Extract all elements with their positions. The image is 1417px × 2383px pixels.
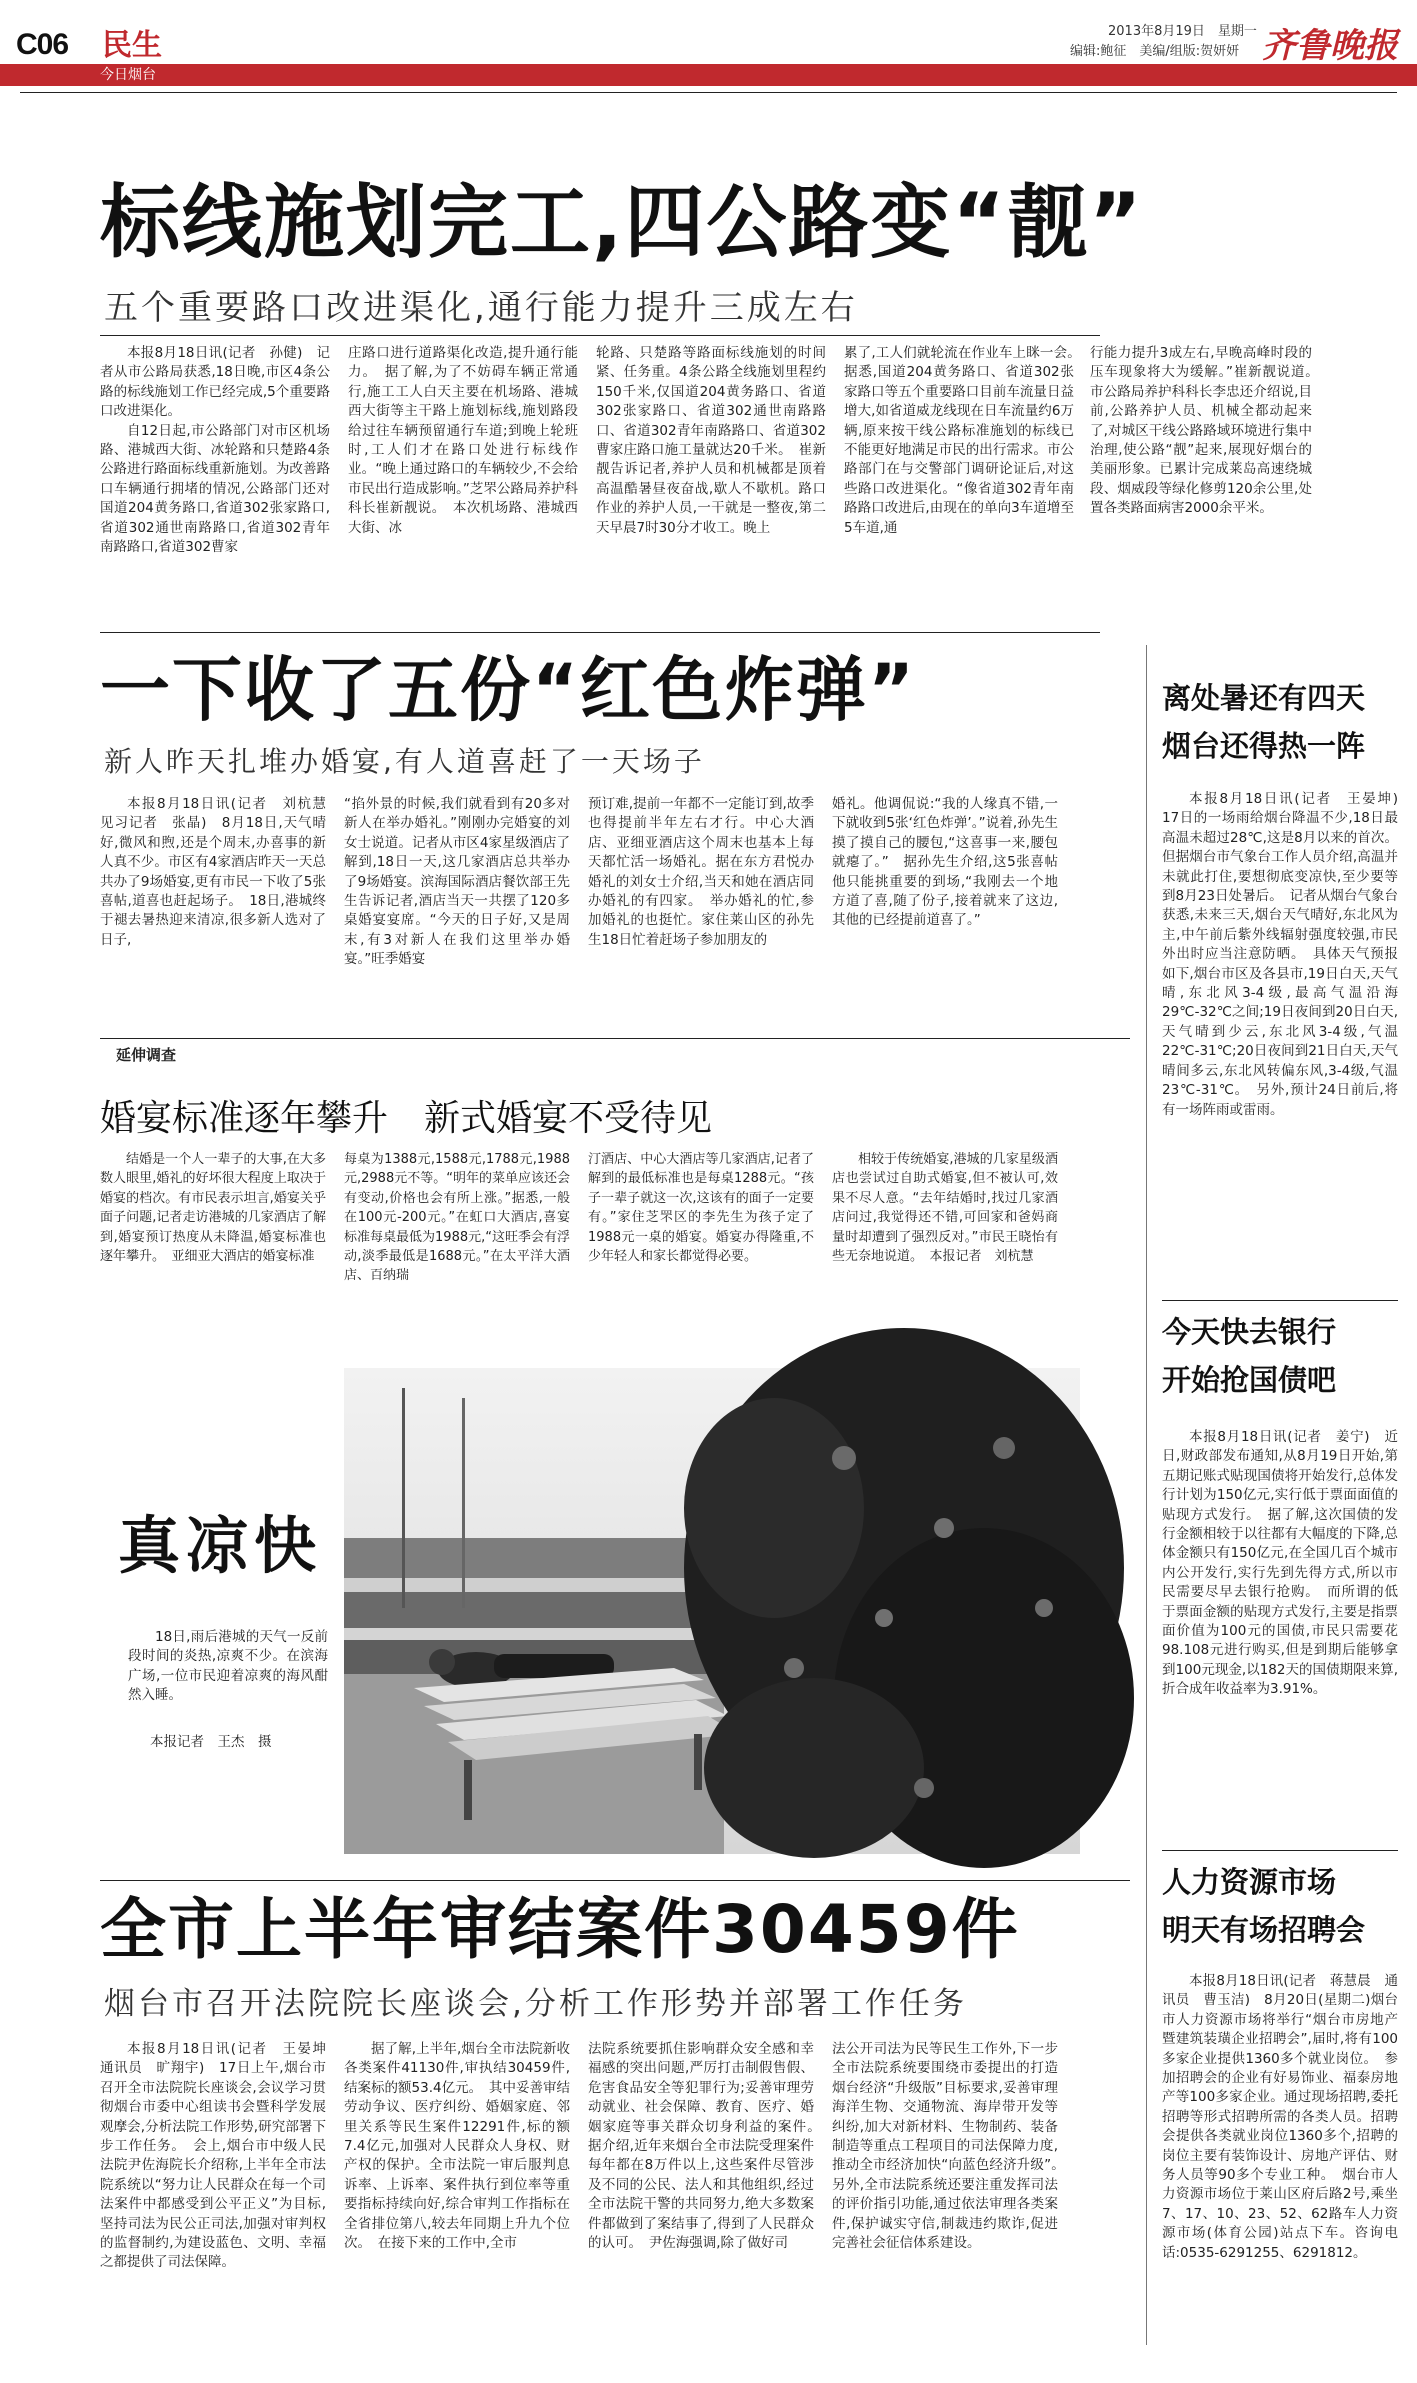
story2-col-1: 本报8月18日讯(记者 刘杭慧 见习记者 张晶) 8月18日,天气晴好,微风和煦,还是个周末,办喜事的新人真不少。市区有4家酒店昨天一天总共办了9场婚宴,更有市民一下收了5张喜帖,道喜也赶起场子。 18日,港城终于褪去暑热迎来清凉,很多新人选对了日子, <box>100 796 340 948</box>
section-bar <box>0 64 1417 86</box>
sidebar3-title-line1: 人力资源市场 <box>1162 1865 1337 1899</box>
story3-col-2: 据了解,上半年,烟台全市法院新收各类案件41130件,审执结30459件,结案标的额53.4亿元。 其中妥善审结劳动争议、医疗纠纷、婚姻家庭、邻里关系等民生案件12291件,标的额7.4亿元,加强对人民群众人身权、财产权的保护。全市法院一审后服判息诉率、上诉率、案件执行到位率等重要指标持续向好,综合审判工作指标在全省排位第八,较去年同期上升九个位次。 在接下来的工作中,全市 <box>344 2041 570 2252</box>
story3-col-3: 法院系统要抓住影响群众安全感和幸福感的突出问题,严厉打击制假售假、危害食品安全等犯罪行为;妥善审理劳动就业、社会保障、教育、医疗、婚姻家庭等事关群众切身利益的案件。 据介绍,近年来烟台全市法院受理案件每年都在8万件以上,这些案件尽管涉及不同的公民、法人和其他组织,经过全市法院干警的共同努力,绝大多数案件都做到了案结事了,得到了人民群众的认可。 尹佐海强调,除了做好司 <box>588 2041 828 2252</box>
story1-subtitle: 五个重要路口改进渠化,通行能力提升三成左右 <box>104 288 858 328</box>
photo-credit: 本报记者 王杰 摄 <box>150 1734 272 1750</box>
story1-bottom-rule <box>100 632 1100 633</box>
photo-title: 真凉快 <box>118 1509 323 1582</box>
editor-credits: 编辑:鲍征 美编/组版:贺妍妍 <box>1070 44 1240 59</box>
sidebar3-body: 本报8月18日讯(记者 蒋慧晨 通讯员 曹玉洁) 8月20日(星期二)烟台市人力资源市场将举行“烟台市房地产暨建筑装璜企业招聘会”,届时,将有100多家企业提供1360多个就业岗位。 参加招聘会的企业有好易饰业、福泰房地产等100多家企业。通过现场招聘,委托招聘等形式招聘所需的各类人员。招聘会提供各类就业岗位1360多个,招聘的岗位主要有装饰设计、房地产评估、财务人员等90多个专业工种。 烟台市人力资源市场位于莱山区府后路2号,乘坐7、17、10、23、52、62路车人力资源市场(体育公园)站点下车。咨询电话:0535-6291255、6291812。 <box>1162 1973 1398 2261</box>
story1-col-5: 行能力提升3成左右,早晚高峰时段的压车现象将大为缓解。”崔新靓说道。 市公路局养护科科长李忠还介绍说,目前,公路养护人员、机械全都动起来了,对城区干线公路路域环境进行集中治理,使公路“靓”起来,展现好烟台的美丽形象。已累计完成莱岛高速绕城段、烟威段等绿化修剪120余公里,处置各类路面病害2000余平米。 <box>1090 345 1326 517</box>
photo-caption: 18日,雨后港城的天气一反前段时间的炎热,凉爽不少。在滨海广场,一位市民迎着凉爽的海风酣然入睡。 <box>128 1629 328 1704</box>
extension-tag: 延伸调查 <box>116 1046 177 1064</box>
story3-top-rule <box>100 1880 1130 1881</box>
story2-col-4: 婚礼。他调侃说:“我的人缘真不错,一下就收到5张‘红色炸弹’。”说着,孙先生摸了摸自己的腰包,“这喜事一来,腰包就瘪了。” 据孙先生介绍,这5张喜帖他只能挑重要的到场,“我刚去一个地方道了喜,随了份子,接着就来了这边,其他的已经提前道喜了。” <box>832 796 1058 929</box>
extension-col-2: 每桌为1388元,1588元,1788元,1988元,2988元不等。“明年的菜单应该还会有变动,价格也会有所上涨。”据悉,一般在100元-200元。”在虹口大酒店,喜宴标准每桌最低为1988元,“这旺季会有浮动,淡季最低是1688元。”在太平洋大酒店、百纳瑞 <box>344 1152 570 1284</box>
sidebar1-body: 本报8月18日讯(记者 王晏坤) 17日的一场雨给烟台降温不少,18日最高温未超过28℃,这是8月以来的首次。但据烟台市气象台工作人员介绍,高温并未就此打住,要想彻底变凉快,至少要等到8月23日处暑后。 记者从烟台气象台获悉,未来三天,烟台天气晴好,东北风为主,中午前后紫外线辐射强度较强,市民外出时应当注意防晒。 具体天气预报如下,烟台市区及各县市,19日白天,天气晴,东北风3-4级,最高气温沿海29℃-32℃之间;19日夜间到20日白天,天气晴到少云,东北风3-4级,气温22℃-31℃;20日夜间到21日白天,天气晴间多云,东北风转偏东风,3-4级,气温23℃-31℃。 另外,预计24日前后,将有一场阵雨或雷雨。 <box>1162 791 1412 1118</box>
story1-title: 标线施划完工,四公路变“靓” <box>100 176 1144 269</box>
story2-title: 一下收了五份“红色炸弹” <box>100 649 917 731</box>
story2-col-2: “掐外景的时候,我们就看到有20多对新人在举办婚礼。”刚刚办完婚宴的刘女士说道。记者从市区4家星级酒店了解到,18日一天,这几家酒店总共举办了9场婚宴。滨海国际酒店餐饮部王先生告诉记者,酒店当天一共摆了120多桌婚宴宴席。“今天的日子好,又是周末,有3对新人在我们这里举办婚宴。”旺季婚宴 <box>344 796 570 968</box>
sidebar2-title-line2: 开始抢国债吧 <box>1162 1363 1337 1397</box>
story2-subtitle: 新人昨天扎堆办婚宴,有人道喜赶了一天场子 <box>104 745 705 778</box>
story3-col-4: 法公开司法为民等民生工作外,下一步全市法院系统要围绕市委提出的打造烟台经济“升级版”目标要求,妥善审理海洋生物、交通物流、海岸带开发等纠纷,加大对新材料、生物制药、装备制造等重点工程项目的司法保障力度,推动全市经济加快“向蓝色经济升级”。 另外,全市法院系统还要注重发挥司法的评价指引功能,通过依法审理各类案件,保护诚实守信,制裁违约欺诈,促进完善社会征信体系建设。 <box>832 2041 1072 2252</box>
sidebar3-title-line2: 明天有场招聘会 <box>1162 1913 1366 1947</box>
story2-col-3: 预订难,提前一年都不一定能订到,故季也得提前半年左右才行。中心大酒店、亚细亚酒店这个周末也基本上每天都忙活一场婚礼。据在东方君悦办婚礼的刘女士介绍,当天和她在酒店同办婚礼的有四家。 举办婚礼的忙,参加婚礼的也挺忙。家住莱山区的孙先生18日忙着赶场子参加朋友的 <box>588 796 814 948</box>
sidebar2-rule <box>1162 1300 1398 1301</box>
story1-rule <box>100 335 1100 336</box>
section-title: 民生 <box>102 28 162 63</box>
story3-subtitle: 烟台市召开法院院长座谈会,分析工作形势并部署工作任务 <box>104 1986 967 2022</box>
issue-date: 2013年8月19日 星期一 <box>1108 24 1257 39</box>
sidebar-divider <box>1146 645 1147 2345</box>
extension-col-4: 相较于传统婚宴,港城的几家星级酒店也尝试过自助式婚宴,但不被认可,效果不尽人意。“去年结婚时,找过几家酒店问过,我觉得还不错,可回家和爸妈商量时却遭到了强烈反对。”市民王晓怡有些无奈地说道。 本报记者 刘杭慧 <box>832 1152 1058 1265</box>
sidebar2-body: 本报8月18日讯(记者 姜宁) 近日,财政部发布通知,从8月19日开始,第五期记账式贴现国债将开始发行,总体发行计划为150亿元,实行低于票面面值的贴现方式发行。 据了解,这次国债的发行金额相较于以往都有大幅度的下降,总体金额只有150亿元,在全国几百个城市内公开发行,实行先到先得方式,所以市民需要尽早去银行抢购。 而所谓的低于票面金额的贴现方式发行,主要是指票面价值为100元的国债,市民只需要花98.108元进行购买,但是到期后能够拿到100元现金,以182天的国债期限来算,折合成年收益率为3.91%。 <box>1162 1429 1398 1698</box>
header-rule <box>20 92 1397 93</box>
extension-col-1: 结婚是一个人一辈子的大事,在大多数人眼里,婚礼的好坏很大程度上取决于婚宴的档次。有市民表示坦言,婚宴关乎面子问题,记者走访港城的几家酒店了解到,婚宴预订热度从未降温,婚宴标准也逐年攀升。 亚细亚大酒店的婚宴标准 <box>100 1152 326 1265</box>
story3-title: 全市上半年审结案件30459件 <box>100 1891 1020 1968</box>
newspaper-logo: 齐鲁晚报 <box>1262 26 1398 66</box>
extension-rule <box>100 1038 1130 1039</box>
extension-title: 婚宴标准逐年攀升 新式婚宴不受待见 <box>100 1098 713 1139</box>
extension-col-3: 汀酒店、中心大酒店等几家酒店,记者了解到的最低标准也是每桌1288元。“孩子一辈子就这一次,这该有的面子一定要有。”家住芝罘区的李先生为孩子定了1988元一桌的婚宴。婚宴办得隆重,不少年轻人和家长都觉得必要。 <box>588 1152 814 1265</box>
sidebar1-title-line1: 离处暑还有四天 <box>1162 681 1366 715</box>
story1-col-4: 累了,工人们就轮流在作业车上眯一会。 据悉,国道204黄务路口、省道302张家路口等五个重要路口目前车流量日益增大,如省道威龙线现在日车流量约6万辆,原来按干线公路标准施划的标线已不能更好地满足市民的出行需求。市公路部门在与交警部门调研论证后,对这些路口改进渠化。“像省道302青年南路路口改进后,由现在的单向3车道增至5车道,通 <box>844 345 1088 536</box>
story1-col-3: 轮路、只楚路等路面标线施划的时间紧、任务重。4条公路全线施划里程约150千米,仅国道204黄务路口、省道302张家路口、省道302通世南路路口、省道302青年南路路口、省道302曹家庄路口施工量就达20千米。 崔新靓告诉记者,养护人员和机械都是顶着高温酷暑昼夜奋战,歇人不歇机。路口作业的养护人员,一干就是一整夜,第二天早晨7时30分才收工。晚上 <box>596 345 826 536</box>
story3-col-1: 本报8月18日讯(记者 王晏坤 通讯员 旷翔宇) 17日上午,烟台市召开全市法院院长座谈会,会议学习贯彻烟台市委中心组读书会暨科学发展观摩会,分析法院工作形势,研究部署下步工作任务。 会上,烟台市中级人民法院尹佐海院长介绍称,上半年全市法院系统以“努力让人民群众在每一个司法案件中都感受到公平正义”为目标,坚持司法为民公正司法,加强对审判权的监督制约,为建设蓝色、文明、幸福之都提供了司法保障。 <box>100 2041 340 2271</box>
sidebar2-title-line1: 今天快去银行 <box>1162 1315 1337 1349</box>
story1-col-2: 庄路口进行道路渠化改造,提升通行能力。 据了解,为了不妨碍车辆正常通行,施工工人白天主要在机场路、港城西大街等主干路上施划标线,施划路段给过往车辆预留通行车道;到晚上轮班时,工人们才在路口处进行标线作业。“晚上通过路口的车辆较少,不会给市民出行造成影响。”芝罘公路局养护科科长崔新靓说。 本次机场路、港城西大街、冰 <box>348 345 578 536</box>
page-number: C06 <box>16 28 69 61</box>
sidebar1-title-line2: 烟台还得热一阵 <box>1162 729 1366 763</box>
news-photo <box>344 1368 1080 1854</box>
sidebar3-rule <box>1162 1850 1398 1851</box>
story1-col-1: 本报8月18日讯(记者 孙健) 记者从市公路局获悉,18日晚,市区4条公路的标线施划工作已经完成,5个重要路口改进渠化。 自12日起,市公路部门对市区机场路、港城西大街、冰轮路和只楚路4条公路进行路面标线重新施划。为改善路口车辆通行拥堵的情况,公路部门还对国道204黄务路口,省道302张家路口,省道302通世南路路口,省道302青年南路路口,省道302曹家 <box>100 345 330 556</box>
section-subtitle: 今日烟台 <box>100 67 156 83</box>
